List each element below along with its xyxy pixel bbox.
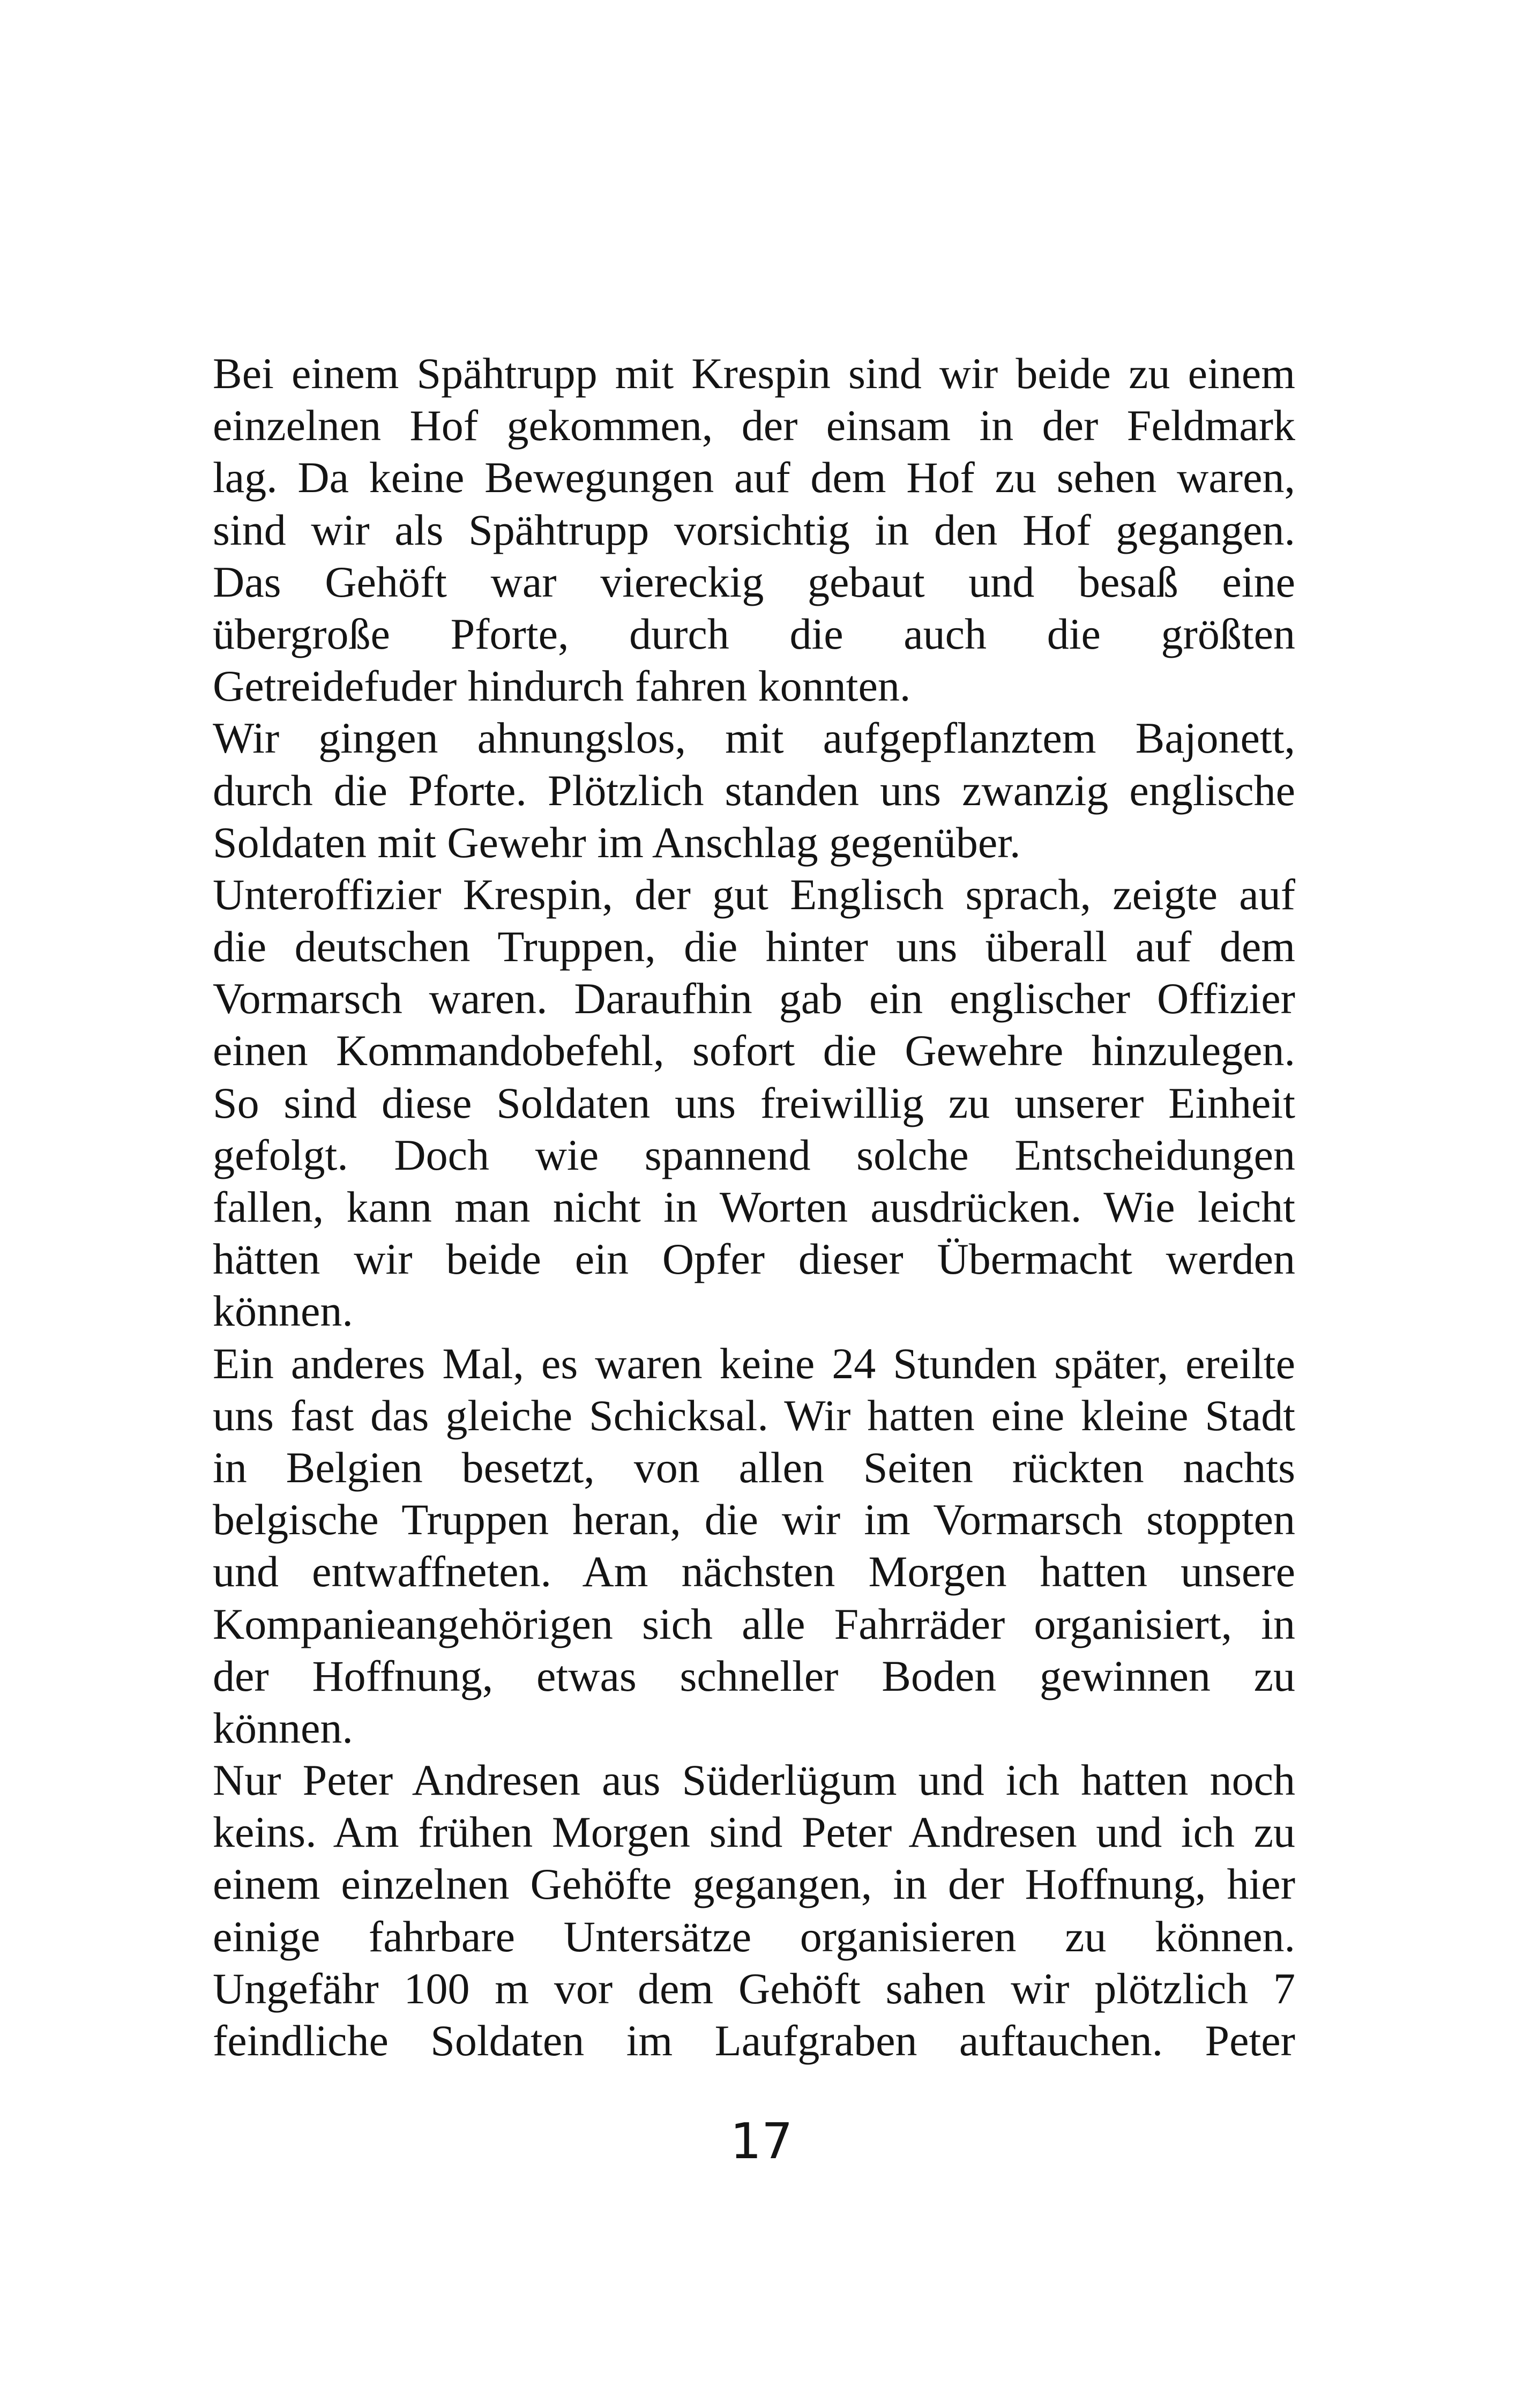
text-line: Getreidefuder hindurch fahren konnten. [213,662,911,711]
text-line: fallen, kann man nicht in Worten ausdrücken. Wie leicht [213,1183,1295,1231]
text-line: können. [213,1287,353,1336]
text-line: und entwaffneten. Am nächsten Morgen hatten unsere [213,1547,1295,1596]
text-line: Unteroffizier Krespin, der gut Englisch sprach, zeigte auf [213,869,1295,919]
text-line: Vormarsch waren. Daraufhin gab ein englischer Offizier [213,974,1295,1023]
text-line: der Hoffnung, etwas schneller Boden gewinnen zu [213,1651,1295,1700]
text-line: einem einzelnen Gehöfte gegangen, in der Hoffnung, hier [213,1860,1295,1909]
text-line: Bei einem Spähtrupp mit Krespin sind wir beide zu einem [213,349,1295,398]
text-line: Ein anderes Mal, es waren keine 24 Stunden später, ereilte [213,1339,1295,1388]
text-line: übergroße Pforte, durch die auch die größten [213,609,1295,658]
text-line: lag. Da keine Bewegungen auf dem Hof zu sehen waren, [213,453,1295,502]
text-line: gefolgt. Doch wie spannend solche Entscheidungen [213,1130,1295,1179]
text-line: durch die Pforte. Plötzlich standen uns zwanzig englische [213,765,1295,815]
text-line: uns fast das gleiche Schicksal. Wir hatten eine kleine Stadt [213,1391,1295,1440]
body-text [213,347,1295,2067]
text-line: Nur Peter Andresen aus Süderlügum und ich hatten noch [213,1756,1295,1805]
text-line: hätten wir beide ein Opfer dieser Übermacht werden [213,1235,1295,1284]
text-line: einige fahrbare Untersätze organisieren zu können. [213,1912,1295,1961]
page-number: 17 [730,2113,793,2170]
text-line: sind wir als Spähtrupp vorsichtig in den Hof gegangen. [213,505,1295,554]
text-line: Wir gingen ahnungslos, mit aufgepflanztem Bajonett, [213,714,1295,763]
text-line: können. [213,1703,353,1752]
text-line: Soldaten mit Gewehr im Anschlag gegenüber. [213,817,1021,867]
text-line: keins. Am frühen Morgen sind Peter Andresen und ich zu [213,1808,1295,1857]
text-line: Das Gehöft war viereckig gebaut und besaß eine [213,557,1295,606]
text-line: feindliche Soldaten im Laufgraben auftauchen. Peter [213,2016,1295,2065]
text-line: in Belgien besetzt, von allen Seiten rückten nachts [213,1443,1295,1492]
text-line: einzelnen Hof gekommen, der einsam in der Feldmark [213,401,1295,450]
text-line: belgische Truppen heran, die wir im Vormarsch stoppten [213,1495,1295,1544]
text-line: einen Kommandobefehl, sofort die Gewehre hinzulegen. [213,1026,1295,1075]
text-line: So sind diese Soldaten uns freiwillig zu unserer Einheit [213,1078,1295,1127]
text-line: die deutschen Truppen, die hinter uns überall auf dem [213,922,1295,971]
text-line: Kompanieangehörigen sich alle Fahrräder organisiert, in [213,1599,1295,1648]
text-line: Ungefähr 100 m vor dem Gehöft sahen wir plötzlich 7 [213,1964,1295,2013]
